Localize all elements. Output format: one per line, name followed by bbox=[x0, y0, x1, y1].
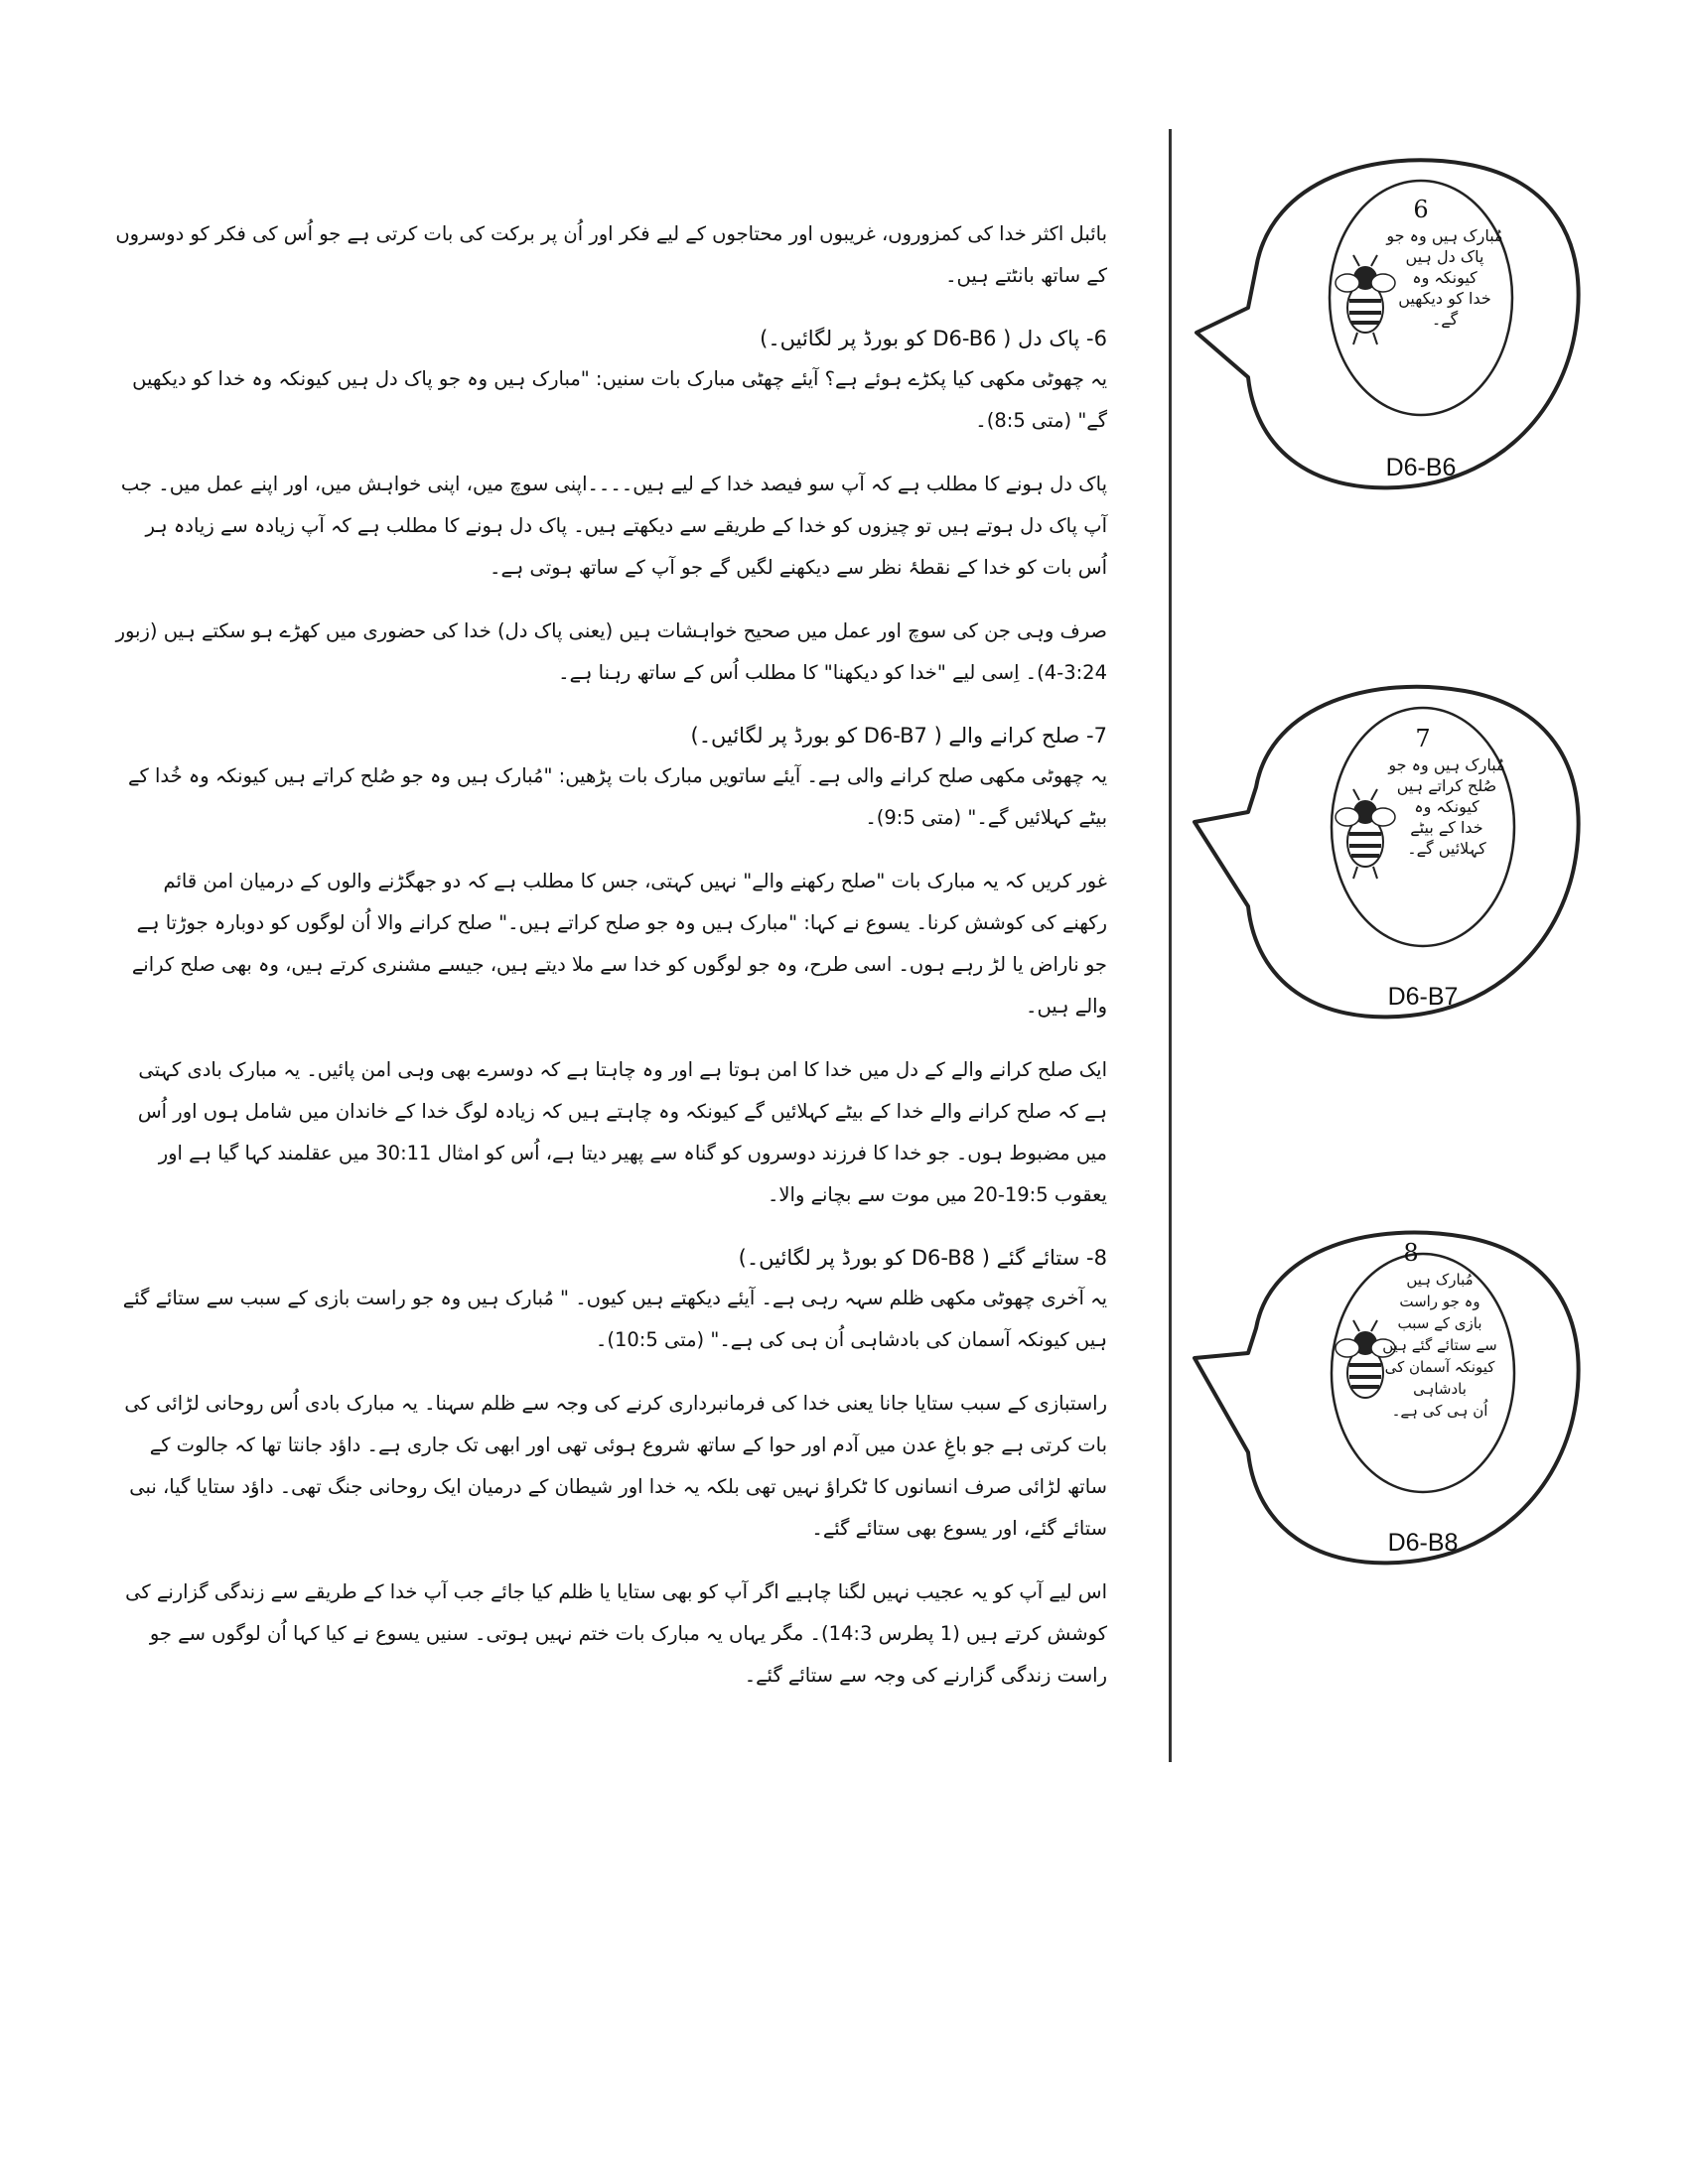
speech-bubble-card-6 bbox=[1187, 134, 1604, 511]
card-line: اُن ہی کی ہے۔ bbox=[1391, 1402, 1488, 1420]
card-verse-text bbox=[1377, 754, 1516, 859]
paragraph: غور کریں کہ یہ مبارک بات "صلح رکھنے والے" نہیں کہتی، جس کا مطلب ہے کہ دو جھگڑنے والوں کے درمیان امن قائم رکھنے کی کوشش کرنا۔ یسوع نے کہا: "مبارک ہیں وہ جو صلح کراتے ہیں۔" صلح کرانے والا اُن لوگوں کو دوبارہ جوڑتا ہے جو ناراض یا لڑ رہے ہوں۔ اسی طرح، وہ جو لوگوں کو خدا سے ملا دیتے ہیں، جیسے مشنری کرتے ہیں، وہ بھی صلح کرانے والے ہیں۔ bbox=[131, 870, 1107, 1018]
card-line: بازی کے سبب bbox=[1397, 1314, 1482, 1332]
paragraph: صرف وہی جن کی سوچ اور عمل میں صحیح خواہشات ہیں (یعنی پاک دل) خدا کی حضوری میں کھڑے ہو سکتے ہیں (زبور 3:24-4)۔ اِسی لیے "خدا کو دیکھنا" کا مطلب اُس کے ساتھ رہنا ہے۔ bbox=[115, 619, 1107, 684]
card-line: پاک دل ہیں bbox=[1405, 247, 1484, 266]
card-line: کہلائیں گے۔ bbox=[1407, 839, 1486, 858]
paragraph: یہ چھوٹی مکھی صلح کرانے والی ہے۔ آیئے ساتویں مبارک بات پڑھیں: "مُبارک ہیں وہ جو صُلح کراتے ہیں کیونکہ وہ خُدا کے بیٹے کہلائیں گے۔" (متی 9:5)۔ bbox=[128, 764, 1107, 829]
card-line: خدا کے بیٹے bbox=[1410, 818, 1483, 837]
card-line: خدا کو دیکھیں bbox=[1398, 289, 1491, 308]
card-number: 8 bbox=[1403, 1239, 1419, 1267]
card-line: وہ جو راست bbox=[1399, 1293, 1480, 1310]
card-verse-text bbox=[1365, 1269, 1514, 1422]
paragraph: پاک دل ہونے کا مطلب ہے کہ آپ سو فیصد خدا کے لیے ہیں۔۔۔۔اپنی سوچ میں، اپنی خواہش میں، اور اپنے عمل میں۔ جب آپ پاک دل ہوتے ہیں تو چیزوں کو خدا کے طریقے سے دیکھتے ہیں۔ پاک دل ہونے کا مطلب ہے کہ آپ زیادہ سے زیادہ ہر اُس بات کو خدا کے نقطۂ نظر سے دیکھنے لگیں گے جو آپ کے ساتھ ہوتی ہے۔ bbox=[120, 473, 1107, 579]
card-line: گے۔ bbox=[1431, 310, 1459, 329]
section-heading-8: 8- ستائے گئے ( D6-B8 کو بورڈ پر لگائیں۔) bbox=[738, 1246, 1107, 1270]
card-label: D6-B7 bbox=[1387, 983, 1459, 1011]
paragraph: راستبازی کے سبب ستایا جانا یعنی خدا کی فرمانبرداری کرنے کی وجہ سے ظلم سہنا۔ یہ مبارک بادی اُس روحانی لڑائی کی بات کرتی ہے جو باغِ عدن میں آدم اور حوا کے ساتھ شروع ہوئی تھی اور ابھی تک جاری ہے۔ داؤد جانتا تھا کہ جالوت کے ساتھ لڑائی صرف انسانوں کا ٹکراؤ نہیں تھی بلکہ یہ خدا اور شیطان کے درمیان ایک روحانی جنگ تھی۔ داؤد ستایا گیا، نبی ستائے گئے، اور یسوع بھی ستائے گئے۔ bbox=[124, 1392, 1107, 1540]
lesson-text bbox=[114, 213, 1107, 1718]
card-verse-text bbox=[1375, 225, 1514, 330]
card-line: مُبارک ہیں وہ جو bbox=[1386, 226, 1503, 245]
paragraph: بائبل اکثر خدا کی کمزوروں، غریبوں اور محتاجوں کے لیے فکر اور اُن پر برکت کی بات کرتی ہے جو اُس کی فکر کو دوسروں کے ساتھ بانٹتے ہیں۔ bbox=[115, 222, 1107, 287]
card-line: مُبارک ہیں وہ جو bbox=[1388, 755, 1505, 774]
card-label: D6-B6 bbox=[1385, 454, 1457, 481]
section-heading-6: 6- پاک دل ( D6-B6 کو بورڈ پر لگائیں۔) bbox=[760, 327, 1107, 350]
card-line: صُلح کراتے ہیں bbox=[1396, 776, 1497, 795]
speech-bubble-card-7 bbox=[1187, 663, 1604, 1040]
card-label: D6-B8 bbox=[1387, 1529, 1459, 1557]
card-line: کیونکہ آسمان کی بادشاہی bbox=[1384, 1358, 1495, 1398]
card-line: کیونکہ وہ bbox=[1414, 797, 1479, 816]
column-divider bbox=[1169, 129, 1172, 1762]
paragraph: ایک صلح کرانے والے کے دل میں خدا کا امن ہوتا ہے اور وہ چاہتا ہے کہ دوسرے بھی وہی امن پائیں۔ یہ مبارک بادی کہتی ہے کہ صلح کرانے والے خدا کے بیٹے کہلائیں گے کیونکہ وہ چاہتے ہیں کہ زیادہ لوگ خدا کے خاندان میں شامل ہوں اور اُس میں مضبوط ہوں۔ جو خدا کا فرزند دوسروں کو گناہ سے پھیر دیتا ہے، اُس کو امثال 30:11 میں عقلمند کہا گیا ہے اور یعقوب 19:5-20 میں موت سے بچانے والا۔ bbox=[137, 1058, 1107, 1206]
card-number: 7 bbox=[1415, 725, 1431, 752]
section-heading-7: 7- صلح کرانے والے ( D6-B7 کو بورڈ پر لگائیں۔) bbox=[690, 724, 1107, 748]
card-line: کیونکہ وہ bbox=[1412, 268, 1477, 287]
card-line: سے ستائے گئے ہیں bbox=[1382, 1336, 1497, 1354]
speech-bubble-card-8 bbox=[1187, 1209, 1604, 1586]
card-number: 6 bbox=[1413, 196, 1429, 223]
paragraph: یہ چھوٹی مکھی کیا پکڑے ہوئے ہے؟ آیئے چھٹی مبارک بات سنیں: "مبارک ہیں وہ جو پاک دل ہیں کیونکہ وہ خدا کو دیکھیں گے" (متی 8:5)۔ bbox=[132, 367, 1107, 432]
paragraph: اس لیے آپ کو یہ عجیب نہیں لگنا چاہیے اگر آپ کو بھی ستایا یا ظلم کیا جائے جب آپ خدا کے طریقے سے زندگی گزارنے کی کوشش کرتے ہیں (1 پطرس 14:3)۔ مگر یہاں یہ مبارک بات ختم نہیں ہوتی۔ سنیں یسوع نے کیا کہا اُن لوگوں سے جو راست زندگی گزارنے کی وجہ سے ستائے گئے۔ bbox=[125, 1580, 1107, 1687]
paragraph: یہ آخری چھوٹی مکھی ظلم سہہ رہی ہے۔ آیئے دیکھتے ہیں کیوں۔ " مُبارک ہیں وہ جو راست بازی کے سبب سے ستائے گئے ہیں کیونکہ آسمان کی بادشاہی اُن ہی کی ہے۔" (متی 10:5)۔ bbox=[122, 1287, 1107, 1351]
card-line: مُبارک ہیں bbox=[1406, 1271, 1474, 1289]
